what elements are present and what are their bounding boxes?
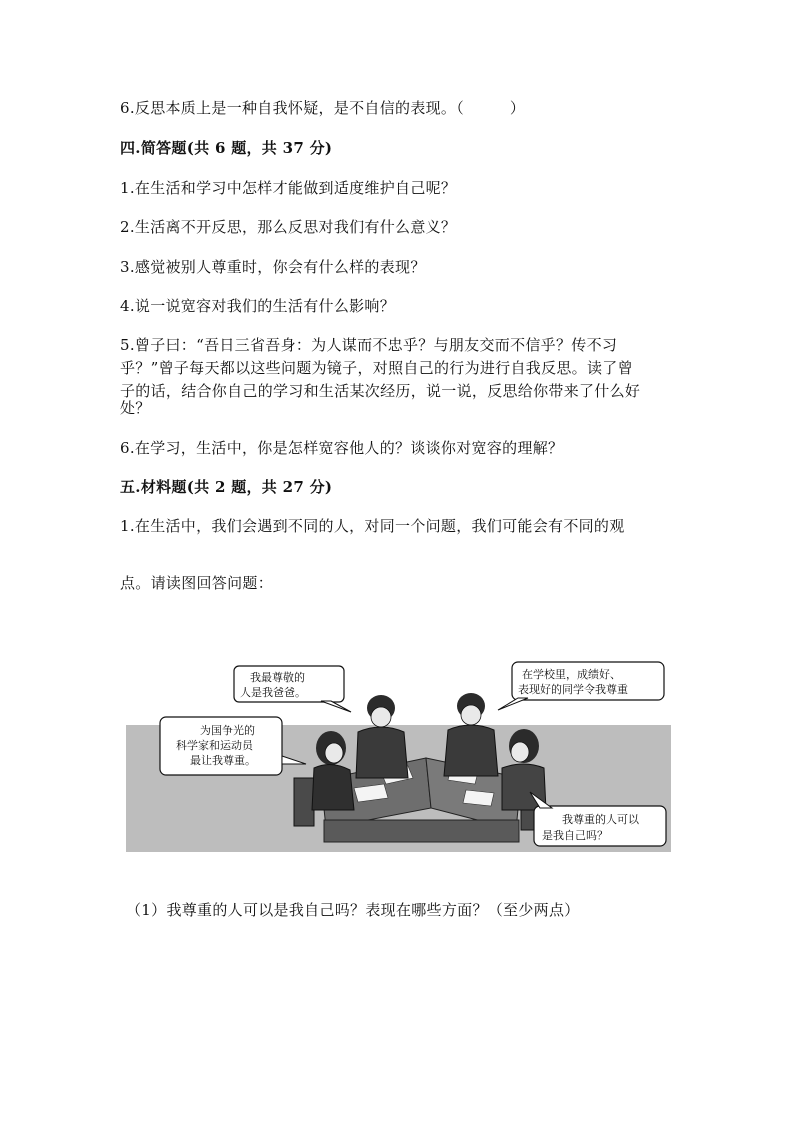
bubble-bottom-right-line-2: 是我自己吗？	[542, 829, 608, 842]
child-back-right-figure	[444, 693, 498, 776]
bubble-left-line-2: 科学家和运动员	[176, 739, 253, 752]
question-5-line-3: 子的话，结合你自己的学习和生活某次经历，说一说，反思给你带来了什么好	[120, 382, 641, 400]
question-2: 2.生活离不开反思，那么反思对我们有什么意义？	[120, 218, 457, 236]
classroom-discussion-illustration	[126, 660, 671, 855]
question-4: 4.说一说宽容对我们的生活有什么影响？	[120, 297, 396, 315]
section5-heading: 五.材料题(共 2 题，共 27 分)	[120, 478, 333, 496]
bubble-left-line-3: 最让我尊重。	[190, 754, 256, 767]
material-1-line-1: 1.在生活中，我们会遇到不同的人，对同一个问题，我们可能会有不同的观	[120, 517, 625, 535]
bubble-top-left-line-1: 我最尊敬的	[250, 671, 305, 684]
bubble-bottom-right-line-1: 我尊重的人可以	[562, 813, 639, 826]
section4-heading: 四.简答题(共 6 题，共 37 分)	[120, 139, 333, 157]
sub-question-1: （1）我尊重的人可以是我自己吗？表现在哪些方面？（至少两点）	[126, 901, 580, 919]
speech-bubble-top-left	[234, 666, 351, 712]
question-6: 6.在学习，生活中，你是怎样宽容他人的？谈谈你对宽容的理解？	[120, 439, 564, 457]
bubble-left-line-1: 为国争光的	[200, 724, 255, 737]
question-5-line-1: 5.曾子曰：“吾日三省吾身：为人谋而不忠乎？与朋友交而不信乎？传不习	[120, 336, 618, 354]
bubble-top-right-line-1: 在学校里，成绩好、	[522, 668, 621, 681]
bubble-top-right-line-2: 表现好的同学令我尊重	[518, 683, 628, 696]
question-3: 3.感觉被别人尊重时，你会有什么样的表现？	[120, 258, 426, 276]
line-q6-judge: 6.反思本质上是一种自我怀疑，是不自信的表现。（ ）	[120, 99, 526, 117]
question-5-line-2: 乎？”曾子每天都以这些问题为镜子，对照自己的行为进行自我反思。读了曾	[120, 359, 633, 377]
child-back-left-figure	[356, 695, 408, 778]
speech-bubble-top-right	[498, 662, 664, 710]
material-1-line-2: 点。请读图回答问题：	[120, 574, 274, 592]
bubble-top-left-line-2: 人是我爸爸。	[240, 686, 306, 699]
question-5-line-4: 处？	[120, 399, 151, 417]
question-1: 1.在生活和学习中怎样才能做到适度维护自己呢？	[120, 179, 457, 197]
